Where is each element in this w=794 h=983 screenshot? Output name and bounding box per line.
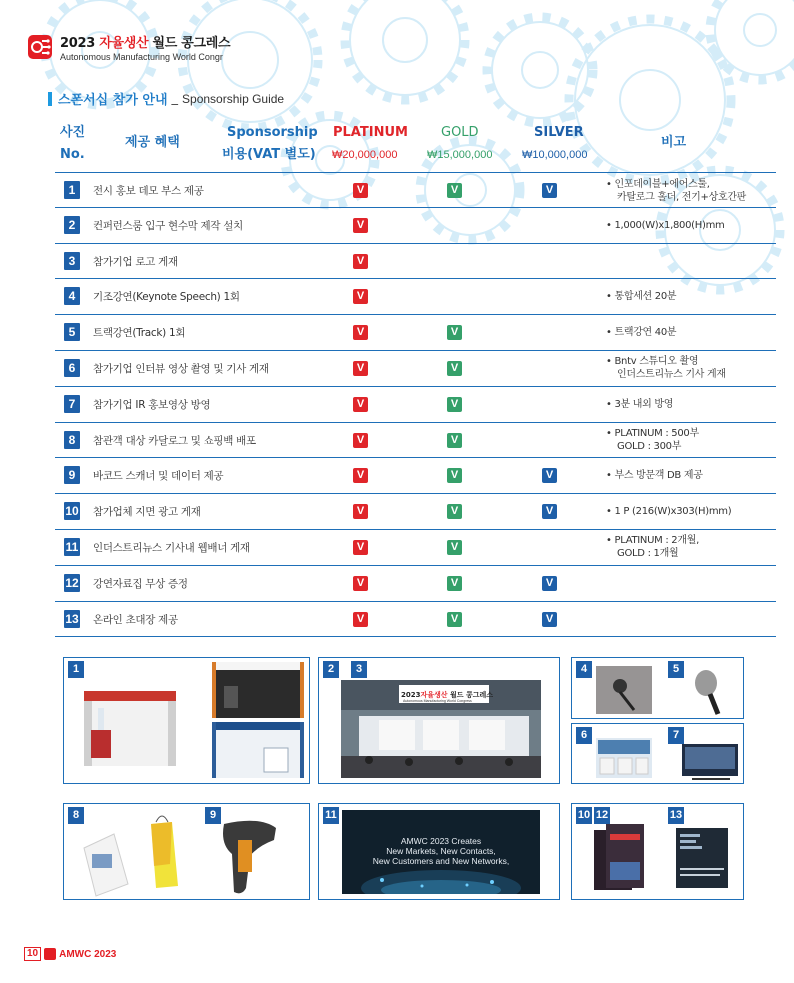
table-row	[55, 423, 776, 459]
remarks-line-1: • PLATINUM : 2개월,	[606, 535, 699, 547]
photo-number-11: 11	[323, 807, 339, 824]
remarks-line-2: 카탈로그 홀더, 전기+상호간판	[617, 191, 747, 203]
photo-number-1: 1	[68, 661, 84, 678]
section-marker	[48, 92, 52, 106]
header-cost-2: 비용(VAT 별도)	[222, 147, 316, 162]
section-title-ko: 스폰서십 참가 안내	[58, 93, 168, 108]
gold-check-icon: V	[447, 325, 462, 340]
row-number: 3	[64, 252, 80, 270]
row-benefit: 기조강연(Keynote Speech) 1회	[93, 291, 240, 304]
remarks-line-1: • 통합세션 20분	[606, 291, 677, 303]
row-number: 7	[64, 395, 80, 413]
silver-check-icon: V	[542, 183, 557, 198]
photo-number-13: 13	[668, 807, 684, 824]
congress-subtitle: Autonomous Manufacturing World Congr	[60, 52, 223, 62]
sponsorship-table	[55, 172, 776, 637]
gold-check-icon: V	[447, 576, 462, 591]
row-remarks	[606, 315, 776, 350]
row-number: 11	[65, 539, 79, 554]
platinum-check-icon: V	[353, 468, 368, 483]
platinum-check-icon: V	[353, 289, 368, 304]
row-benefit: 바코드 스캐너 및 데이터 제공	[93, 470, 224, 483]
silver-check-icon: V	[542, 504, 557, 519]
row-benefit: 전시 홍보 데모 부스 제공	[93, 185, 204, 197]
remarks-line-1: • 부스 방문객 DB 제공	[606, 470, 703, 482]
web-banner-line-2: New Markets, New Contacts,	[386, 846, 496, 856]
remarks-line-1: • PLATINUM : 500부	[606, 428, 699, 440]
row-benefit: 참가기업 인터뷰 영상 촬영 및 기사 게재	[93, 362, 269, 375]
platinum-check-icon: V	[353, 361, 368, 376]
table-row	[55, 387, 776, 423]
row-remarks	[606, 279, 776, 314]
row-number: 6	[64, 359, 80, 377]
table-row	[55, 172, 776, 208]
row-benefit: 참가업체 지면 광고 게재	[93, 506, 201, 519]
booth-photos	[64, 658, 309, 783]
platinum-price: ₩20,000,000	[332, 149, 398, 161]
banner-subtext: Autonomous Manufacturing World Congress	[403, 699, 472, 703]
platinum-check-icon: V	[353, 540, 368, 555]
row-number: 8	[64, 431, 80, 449]
gold-check-icon: V	[447, 504, 462, 519]
row-remarks	[606, 458, 776, 493]
row-remarks	[606, 423, 776, 458]
congress-header	[26, 32, 230, 62]
header-remarks: 비고	[661, 135, 687, 150]
photo-panel-1	[63, 657, 310, 784]
gold-check-icon: V	[447, 361, 462, 376]
remarks-line-1: • 1 P (216(W)x303(H)mm)	[606, 506, 732, 518]
section-title	[48, 89, 284, 108]
row-remarks	[606, 566, 776, 601]
header-gold: GOLD	[441, 125, 479, 140]
web-banner-line-3: New Customers and New Networks,	[372, 856, 510, 866]
silver-price: ₩10,000,000	[522, 149, 588, 161]
row-benefit: 컨퍼런스룸 입구 현수막 제작 설치	[93, 219, 243, 232]
row-benefit: 참가기업 로고 게재	[93, 255, 178, 268]
photo-number-3: 3	[351, 661, 367, 678]
table-row	[55, 494, 776, 530]
row-benefit: 참관객 대상 카달로그 및 쇼핑백 배포	[93, 434, 256, 447]
silver-check-icon: V	[542, 576, 557, 591]
platinum-check-icon: V	[353, 254, 368, 269]
banner-text: 2023자율생산 월드 콩그레스	[401, 691, 493, 699]
photo-number-5: 5	[668, 661, 684, 678]
row-number: 5	[64, 323, 80, 341]
photo-panel-11	[318, 803, 560, 900]
silver-check-icon: V	[542, 612, 557, 627]
microphone-photos	[572, 658, 743, 718]
row-remarks	[606, 602, 776, 637]
page-footer	[24, 947, 116, 961]
footer-label: AMWC 2023	[59, 948, 117, 960]
header-cost-1: Sponsorship	[227, 125, 318, 140]
photo-panel-4-5	[571, 657, 744, 719]
photo-panel-10-12-13	[571, 803, 744, 900]
row-number: 9	[64, 466, 80, 484]
amwc-logo-icon	[44, 948, 56, 960]
table-row	[55, 279, 776, 315]
platinum-check-icon: V	[353, 397, 368, 412]
row-remarks	[606, 494, 776, 529]
row-remarks	[606, 173, 776, 208]
header-photo-no-1: 사진	[60, 125, 86, 140]
web-banner-image	[342, 810, 540, 894]
platinum-check-icon: V	[353, 504, 368, 519]
web-banner-line-1: AMWC 2023 Creates	[400, 836, 482, 846]
row-remarks	[606, 208, 776, 243]
photo-panel-6-7	[571, 723, 744, 784]
photo-number-8: 8	[68, 807, 84, 824]
table-header	[55, 122, 775, 172]
platinum-check-icon: V	[353, 433, 368, 448]
row-benefit: 참가기업 IR 홍보영상 방영	[93, 398, 211, 411]
photo-number-9: 9	[205, 807, 221, 824]
remarks-line-2: 인더스트리뉴스 기사 게재	[617, 369, 726, 381]
photo-number-10: 10	[576, 807, 592, 824]
row-remarks	[606, 387, 776, 422]
section-title-en: Sponsorship Guide	[182, 91, 285, 106]
remarks-line-1: • 1,000(W)x1,800(H)mm	[606, 219, 725, 231]
table-row	[55, 244, 776, 280]
header-silver: SILVER	[534, 125, 584, 140]
table-row	[55, 208, 776, 244]
section-separator: _	[171, 91, 179, 106]
row-number: 10	[65, 504, 79, 519]
row-number: 13	[65, 611, 79, 626]
row-remarks	[606, 244, 776, 279]
photo-panel-2-3	[318, 657, 560, 784]
photo-number-12: 12	[594, 807, 610, 824]
photo-number-2: 2	[323, 661, 339, 678]
table-row	[55, 351, 776, 387]
row-remarks	[606, 530, 776, 565]
photo-number-7: 7	[668, 727, 684, 744]
table-row	[55, 530, 776, 566]
remarks-line-2: GOLD : 300부	[617, 441, 682, 453]
table-row	[55, 458, 776, 494]
gold-price: ₩15,000,000	[427, 149, 493, 161]
remarks-line-2: GOLD : 1개월	[617, 548, 679, 560]
remarks-line-1: • 3분 내외 방영	[606, 398, 674, 410]
remarks-line-1: • 트랙강연 40분	[606, 327, 677, 339]
row-benefit: 인더스트리뉴스 기사내 웹배너 게재	[93, 541, 250, 554]
gold-check-icon: V	[447, 540, 462, 555]
row-number: 12	[65, 575, 79, 590]
platinum-check-icon: V	[353, 218, 368, 233]
platinum-check-icon: V	[353, 325, 368, 340]
row-number: 1	[64, 181, 80, 199]
photo-number-6: 6	[576, 727, 592, 744]
gold-check-icon: V	[447, 397, 462, 412]
row-remarks	[606, 351, 776, 386]
photo-number-4: 4	[576, 661, 592, 678]
table-row	[55, 315, 776, 351]
platinum-check-icon: V	[353, 183, 368, 198]
header-platinum: PLATINUM	[333, 125, 408, 140]
remarks-line-1: • 인포데이블+에어스툴,	[606, 178, 710, 190]
page-number: 10	[24, 947, 41, 961]
row-benefit: 강연자료집 무상 증정	[93, 577, 188, 590]
gold-check-icon: V	[447, 433, 462, 448]
platinum-check-icon: V	[353, 576, 368, 591]
table-row	[55, 602, 776, 638]
studio-and-screen-photos	[572, 724, 743, 783]
row-number: 2	[64, 216, 80, 234]
congress-logo-icon	[26, 33, 54, 61]
catalog-and-scanner-photos	[64, 804, 309, 899]
row-benefit: 온라인 초대장 제공	[93, 613, 178, 626]
row-benefit: 트랙강연(Track) 1회	[93, 327, 186, 340]
table-row	[55, 566, 776, 602]
gold-check-icon: V	[447, 612, 462, 627]
photo-panel-8-9	[63, 803, 310, 900]
silver-check-icon: V	[542, 468, 557, 483]
header-photo-no-2: No.	[60, 147, 85, 162]
gold-check-icon: V	[447, 468, 462, 483]
header-benefit: 제공 혜택	[125, 135, 180, 150]
remarks-line-1: • Bntv 스튜디오 촬영	[606, 356, 699, 368]
gold-check-icon: V	[447, 183, 462, 198]
platinum-check-icon: V	[353, 612, 368, 627]
row-number: 4	[64, 287, 80, 305]
congress-title: 2023 자율생산 월드 콩그레스	[60, 36, 231, 51]
